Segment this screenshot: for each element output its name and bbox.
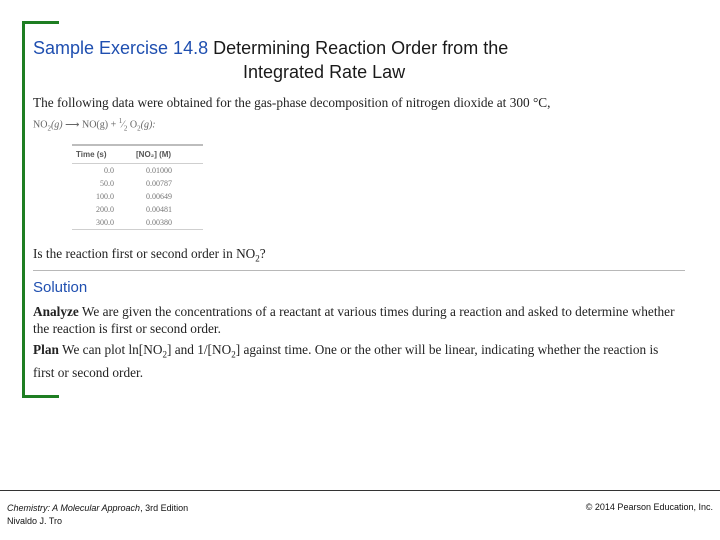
copyright: © 2014 Pearson Education, Inc. [585, 502, 713, 512]
footer-divider [0, 490, 720, 491]
table-cell: 0.00787 [146, 179, 172, 188]
bracket-top [22, 21, 59, 24]
table-cell: 0.00481 [146, 205, 172, 214]
title-lead: Sample Exercise 14.8 [33, 38, 209, 58]
analyze-label: Analyze [33, 304, 79, 319]
table-row [72, 203, 203, 216]
bracket-bottom [22, 395, 59, 398]
table-header-row [72, 145, 203, 164]
table-header: Time (s) [72, 145, 132, 164]
title-rest: Determining Reaction Order from the [208, 38, 509, 58]
analyze-paragraph: Analyze We are given the concentrations of a reactant at various times during a reaction and asked to determine whether the reaction is first or second order. [33, 304, 675, 336]
footer-citation: Chemistry: A Molecular Approach, 3rd Edition Nivaldo J. Tro [7, 503, 189, 526]
table-row [72, 164, 203, 178]
question-text: Is the reaction first or second order in $NO_2$? [33, 246, 266, 264]
table-row [72, 177, 203, 190]
table-cell: 200.0 [96, 205, 114, 214]
plan-label: Plan [33, 342, 59, 357]
table-cell: 0.01000 [146, 166, 172, 175]
title-line2: Integrated Rate Law [243, 62, 406, 82]
solution-heading: Solution [33, 279, 88, 296]
table-cell: 100.0 [96, 192, 114, 201]
table-row [72, 216, 203, 230]
table-header: [NO₂] (M) [132, 145, 203, 164]
data-table [72, 144, 203, 230]
table-cell: 300.0 [96, 218, 114, 227]
book-title: Chemistry: A Molecular Approach [7, 503, 141, 513]
reaction-equation: $NO_2(g)$ ⟶ $NO(g) + ^1⁄_2$ $O_2(g)$: [33, 117, 156, 133]
table-cell: 0.0 [104, 166, 114, 175]
table-cell: 0.00380 [146, 218, 172, 227]
divider [33, 270, 685, 271]
plan-paragraph: Plan We can plot $\ln[NO_2]$ and $1/[NO_2]$ against time. One or the other will be linear, indicating whether the reaction is first or second order. [33, 342, 659, 380]
table-row [72, 190, 203, 203]
slide-title [33, 36, 673, 84]
table-cell: 0.00649 [146, 192, 172, 201]
table-cell: 50.0 [100, 179, 114, 188]
bracket-left [22, 21, 25, 398]
intro-text: The following data were obtained for the gas-phase decomposition of nitrogen dioxide at 300 °C, [33, 95, 551, 110]
author: Nivaldo J. Tro [7, 516, 63, 526]
